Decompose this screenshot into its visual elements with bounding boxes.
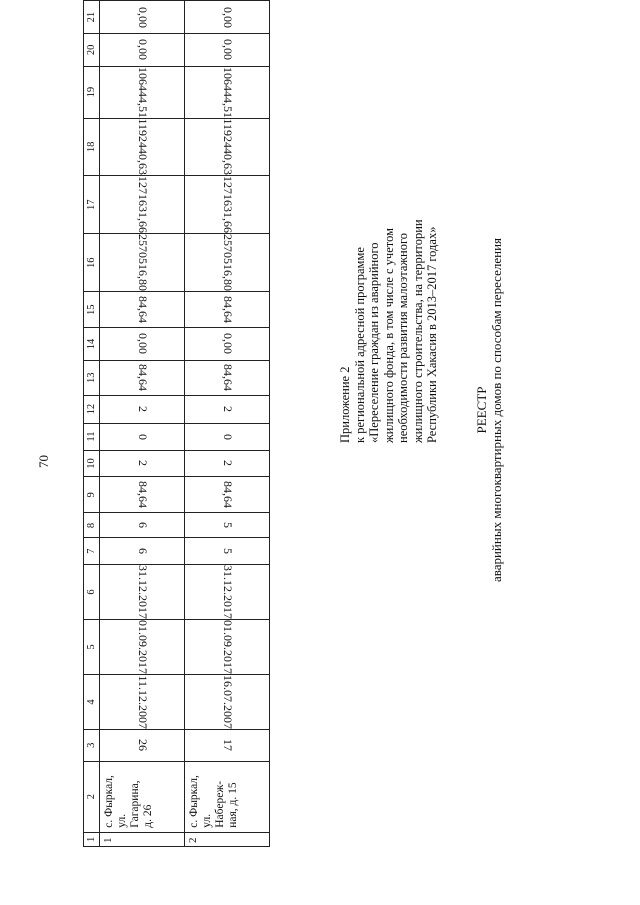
- table-cell: 31.12.2017: [185, 565, 270, 620]
- table-cell: 5: [185, 513, 270, 538]
- table-cell: 2: [100, 395, 185, 423]
- appendix-line: «Переселение граждан из аварийного: [367, 242, 381, 443]
- table-cell: 2570516,80: [185, 234, 270, 292]
- table-cell: 1271631,66: [100, 176, 185, 234]
- column-header: 13: [84, 360, 100, 395]
- table-cell: 84,64: [185, 477, 270, 513]
- table-cell: 0,00: [100, 1, 185, 34]
- table-cell: 2570516,80: [100, 234, 185, 292]
- appendix-line: Республики Хакасия в 2013–2017 годах»: [425, 226, 439, 443]
- table-cell: 0,00: [185, 328, 270, 361]
- table-cell: 1271631,66: [185, 176, 270, 234]
- table-cell: 84,64: [100, 292, 185, 328]
- table-cell: 0,00: [185, 34, 270, 67]
- table-cell: 01.09.2017: [185, 620, 270, 675]
- title-subheading: аварийных многоквартирных домов по способам переселения: [489, 237, 504, 583]
- address-line: с. Фыркал,: [188, 775, 200, 828]
- table-cell: 84,64: [100, 360, 185, 395]
- table-cell: 84,64: [100, 477, 185, 513]
- table-cell: 84,64: [185, 292, 270, 328]
- appendix-line: к региональной адресной программе: [352, 247, 367, 443]
- column-header: 9: [84, 477, 100, 513]
- column-header: 7: [84, 538, 100, 565]
- appendix-line: Приложение 2: [338, 366, 352, 443]
- address-line: с. Фыркал,: [103, 775, 115, 828]
- address-cell: [100, 761, 185, 832]
- page-number: 70: [36, 455, 51, 468]
- column-header: 15: [84, 292, 100, 328]
- table-cell: 01.09.2017: [100, 620, 185, 675]
- column-header: 1: [84, 832, 100, 846]
- table-cell: 0,00: [100, 328, 185, 361]
- appendix-note: [338, 83, 440, 443]
- appendix-line: необходимости развития малоэтажного: [396, 232, 410, 443]
- table-cell: 0,00: [185, 1, 270, 34]
- column-header: 14: [84, 328, 100, 361]
- column-header: 18: [84, 118, 100, 176]
- column-header: 8: [84, 513, 100, 538]
- appendix-line: жилищного строительства, на территории: [410, 219, 425, 443]
- column-header: 16: [84, 234, 100, 292]
- table-cell: 2: [185, 450, 270, 477]
- address-cell: [185, 761, 270, 832]
- table-cell: 2: [185, 395, 270, 423]
- table-cell: 26: [100, 730, 185, 762]
- column-header: 10: [84, 450, 100, 477]
- appendix-line: жилищного фонда, в том числе с учетом: [381, 228, 396, 443]
- table-cell: 106444,51: [185, 66, 270, 118]
- column-header: 17: [84, 176, 100, 234]
- table-row: [185, 1, 270, 847]
- table-cell: 11.12.2007: [100, 675, 185, 730]
- table-cell: 17: [185, 730, 270, 762]
- column-header: 21: [84, 1, 100, 34]
- table-cell: 106444,51: [100, 66, 185, 118]
- table-cell: 5: [185, 538, 270, 565]
- table-cell: 0: [185, 423, 270, 450]
- table-header-row: [84, 1, 100, 847]
- column-header: 19: [84, 66, 100, 118]
- table-cell: 1192440,63: [100, 118, 185, 176]
- table-cell: 2: [100, 450, 185, 477]
- table-row: [100, 1, 185, 847]
- table-cell: 6: [100, 513, 185, 538]
- column-header: 2: [84, 761, 100, 832]
- address-line: д. 26: [142, 804, 154, 828]
- address-line: ул. Гагарина,: [116, 780, 141, 828]
- table-cell: 16.07.2007: [185, 675, 270, 730]
- column-header: 11: [84, 423, 100, 450]
- row-number: 2: [185, 832, 270, 846]
- column-header: 12: [84, 395, 100, 423]
- column-header: 6: [84, 565, 100, 620]
- column-header: 20: [84, 34, 100, 67]
- title-heading: РЕЕСТР: [474, 386, 489, 434]
- table-cell: 31.12.2017: [100, 565, 185, 620]
- registry-table: [83, 0, 270, 847]
- address-line: ул. Набереж-: [201, 780, 226, 828]
- row-number: 1: [100, 832, 185, 846]
- table-cell: 1192440,63: [185, 118, 270, 176]
- column-header: 3: [84, 730, 100, 762]
- column-header: 5: [84, 620, 100, 675]
- table-cell: 84,64: [185, 360, 270, 395]
- table-cell: 0: [100, 423, 185, 450]
- table-cell: 0,00: [100, 34, 185, 67]
- address-line: ная, д. 15: [227, 782, 239, 828]
- table-cell: 6: [100, 538, 185, 565]
- column-header: 4: [84, 675, 100, 730]
- registry-title: [474, 135, 504, 685]
